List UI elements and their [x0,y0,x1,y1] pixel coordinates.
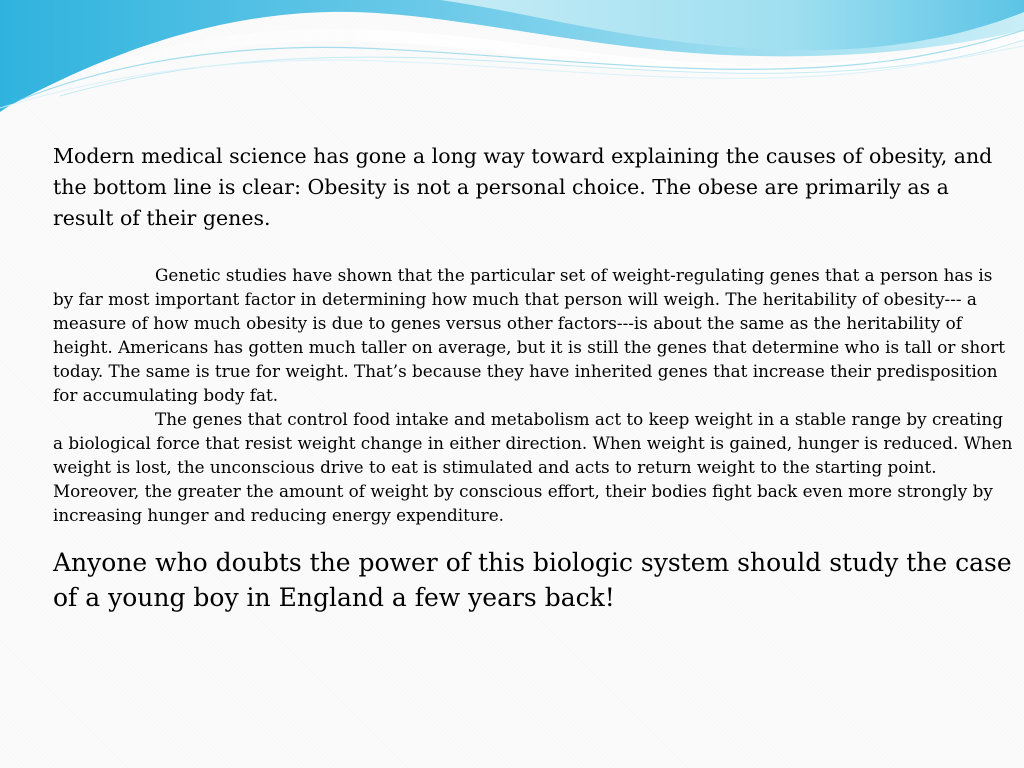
closing-paragraph: Anyone who doubts the power of this biologic system should study the case of a young boy in England a few years back! [53,548,1012,612]
genetic-studies-paragraph: Genetic studies have shown that the particular set of weight-regulating genes that a person has is by far most important factor in determining how much that person will weigh. The heritability of obesity--- a measure of how much obesity is due to genes versus other factors---is about the same as the heritability of height. Americans has gotten much taller on average, but it is still the genes that determine who is tall or short today. The same is true for weight. That’s because they have inherited genes that increase their predisposition for accumulating body fat. [53,265,1005,405]
slide-content [53,141,1013,615]
intro-paragraph: Modern medical science has gone a long way toward explaining the causes of obesity, and the bottom line is clear: Obesity is not a personal choice. The obese are primarily as a result of their genes. [53,144,993,230]
genes-control-paragraph: The genes that control food intake and metabolism act to keep weight in a stable range by creating a biological force that resist weight change in either direction. When weight is gained, hunger is reduced. When weight is lost, the unconscious drive to eat is stimulated and acts to return weight to the starting point. Moreover, the greater the amount of weight by conscious effort, their bodies fight back even more strongly by increasing hunger and reducing energy expenditure. [53,409,1013,525]
wave-header-decoration [0,0,1024,120]
